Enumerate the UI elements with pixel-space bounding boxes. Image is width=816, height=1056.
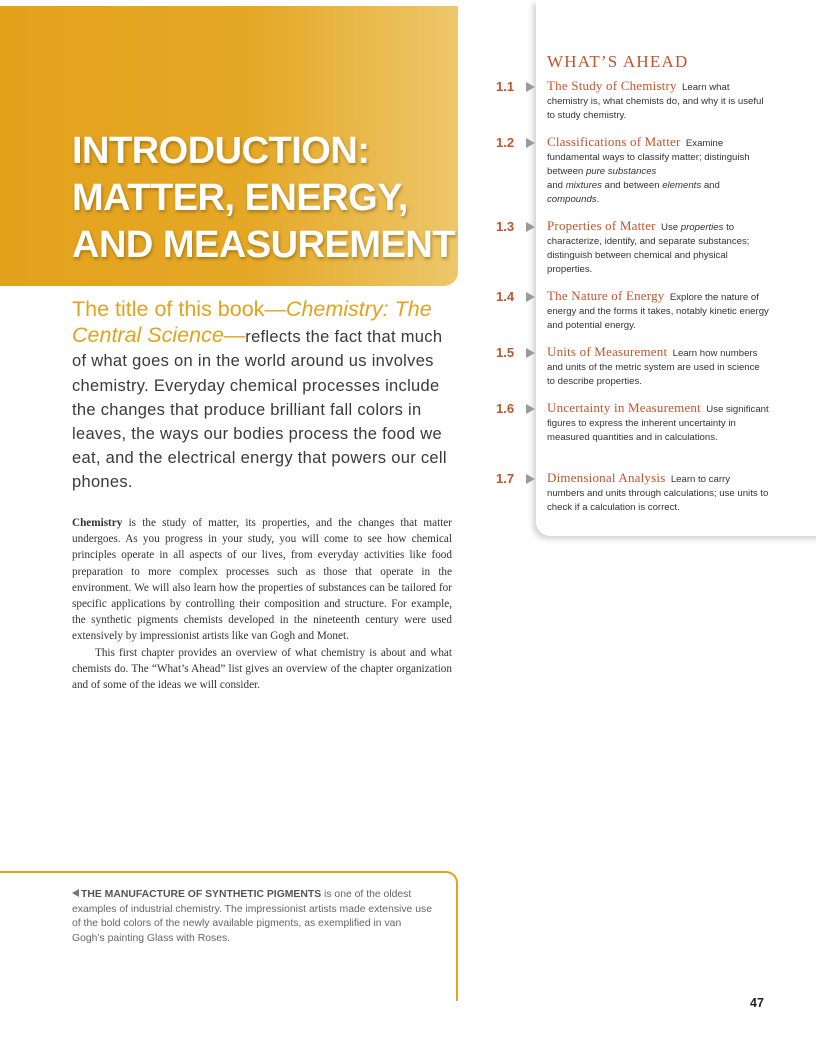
- triangle-right-icon: [526, 348, 535, 358]
- section-term: elements: [662, 180, 702, 191]
- section-number: 1.4: [496, 289, 515, 304]
- section-description: [547, 471, 769, 515]
- intro-rest: reflects the fact that much of what goes on in the world around us involves chemistry. Everyday chemical processes include the changes that produce brilliant fall colors in leaves, the ways our bodies process the food we eat, and the electrical energy that powers our cell phones.: [72, 328, 447, 492]
- section-summary: and: [701, 180, 720, 191]
- body-paragraph: This first chapter provides an overview of what chemistry is about and what chemists do. The “What’s Ahead” list gives an overview of the chapter organization and of some of the ideas we will consider.: [72, 646, 452, 692]
- key-term: Chemistry: [72, 517, 123, 529]
- whats-ahead-heading: WHAT’S AHEAD: [547, 52, 689, 71]
- section-summary: Use: [661, 222, 681, 233]
- section-number: 1.3: [496, 219, 515, 234]
- chapter-title-line: MATTER, ENERGY,: [72, 177, 408, 219]
- section-number: 1.2: [496, 135, 515, 150]
- section-number: 1.7: [496, 471, 515, 486]
- section-description: [547, 219, 769, 277]
- section-summary: Examine fundamental ways to classify matter; distinguish between: [547, 138, 750, 177]
- intro-lead-text: The title of this book—: [72, 297, 286, 321]
- triangle-right-icon: [526, 474, 535, 484]
- chapter-title: [72, 128, 456, 269]
- section-title: The Nature of Energy: [547, 288, 665, 303]
- section-description: [547, 345, 769, 389]
- section-summary: Explore the nature of energy and the forms it takes, notably kinetic energy and potential energy.: [547, 292, 769, 331]
- body-paragraph: [72, 515, 452, 645]
- triangle-right-icon: [526, 138, 535, 148]
- section-description: [547, 79, 769, 123]
- section-term: properties: [680, 222, 724, 233]
- section-summary: and: [547, 180, 566, 191]
- section-description: [547, 289, 769, 333]
- section-description: [547, 135, 769, 207]
- section-term: compounds: [547, 194, 597, 205]
- section-summary: Learn how numbers and units of the metric system are used in science to describe properties.: [547, 348, 760, 387]
- section-title: Classifications of Matter: [547, 134, 681, 149]
- triangle-right-icon: [526, 292, 535, 302]
- section-summary: and between: [601, 180, 663, 191]
- section-title: Uncertainty in Measurement: [547, 400, 701, 415]
- section-term: pure substances: [585, 166, 657, 177]
- section-number: 1.5: [496, 345, 515, 360]
- section-summary: to characterize, identify, and separate substances; distinguish between chemical and physical properties.: [547, 222, 750, 275]
- section-title: Units of Measurement: [547, 344, 668, 359]
- figure-caption: [72, 888, 432, 946]
- chapter-title-line: AND MEASUREMENT: [72, 224, 456, 266]
- page-number: 47: [750, 996, 764, 1010]
- triangle-right-icon: [526, 222, 535, 232]
- section-term: mixtures: [565, 180, 602, 191]
- chapter-title-line: INTRODUCTION:: [72, 130, 370, 172]
- section-summary: Learn to carry numbers and units through calculations; use units to check if a calculation is correct.: [547, 474, 769, 513]
- section-number: 1.1: [496, 79, 515, 94]
- section-title: Properties of Matter: [547, 218, 656, 233]
- section-title: The Study of Chemistry: [547, 78, 677, 93]
- section-number: 1.6: [496, 401, 515, 416]
- caption-text: is one of the oldest examples of industrial chemistry. The impressionist artists made extensive use of the bold colors of the newly available pigments, as exemplified in van Gogh’s painting Glass with Roses.: [72, 889, 432, 944]
- body-paragraph-text: is the study of matter, its properties, and the changes that matter undergoes. As you progress in your study, you will come to see how chemical principles operate in all aspects of our lives, from everyday activities like food preparation to more complex processes such as those that operate in the environment. We will also learn how the properties of substances can be tailored for specific applications by controlling their composition and structure. For example, the synthetic pigments chemists developed in the nineteenth century were used extensively by impressionist artists like van Gogh and Monet.: [72, 517, 452, 643]
- caption-lead: THE MANUFACTURE OF SYNTHETIC PIGMENTS: [81, 889, 322, 900]
- section-title: Dimensional Analysis: [547, 470, 666, 485]
- section-description: [547, 401, 769, 445]
- section-summary: .: [596, 194, 600, 205]
- intro-lead-dash: —: [223, 323, 246, 348]
- triangle-left-icon: [72, 889, 79, 897]
- section-summary: Use significant figures to express the inherent uncertainty in measured quantities and in calculations.: [547, 404, 769, 443]
- triangle-right-icon: [526, 82, 535, 92]
- intro-paragraph: [72, 297, 457, 495]
- section-summary: Learn what chemistry is, what chemists do, and why it is useful to study chemistry.: [547, 82, 764, 121]
- triangle-right-icon: [526, 404, 535, 414]
- book-title: Chemistry: The Central Science: [72, 297, 432, 348]
- body-text: [72, 515, 452, 693]
